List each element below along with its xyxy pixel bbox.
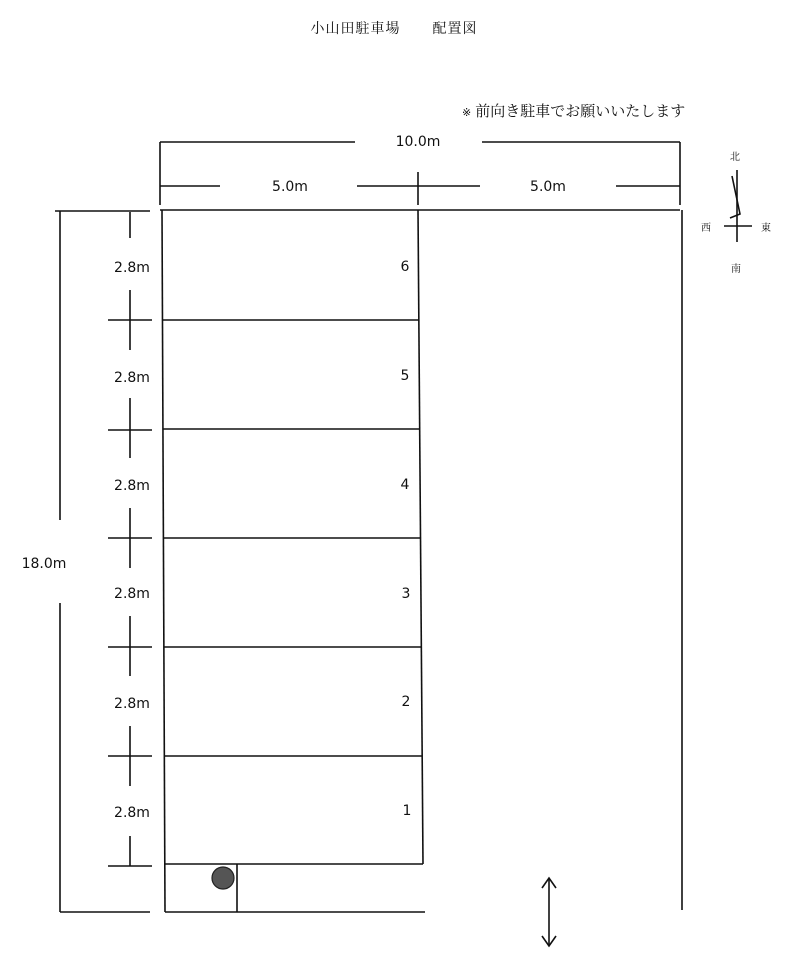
- compass-east: 東: [761, 223, 771, 234]
- compass-north: 北: [730, 152, 740, 163]
- label-total-length: 18.0m: [21, 556, 67, 572]
- label-half-width-right: 5.0m: [530, 179, 566, 195]
- dimension-total-width: [160, 134, 680, 205]
- parking-space-numbers: [401, 259, 412, 819]
- label-half-width-left: 5.0m: [272, 179, 308, 195]
- space-number-3: 3: [401, 586, 411, 602]
- label-total-width: 10.0m: [395, 134, 441, 150]
- note-text: 前向き駐車でお願いいたします: [475, 102, 686, 120]
- title-main: 小山田駐車場: [310, 21, 401, 37]
- dimension-space-depths: [108, 212, 152, 866]
- space-number-6: 6: [400, 259, 410, 275]
- label-depth-4: 2.8m: [114, 478, 150, 494]
- title-sub: 配置図: [432, 21, 478, 37]
- dimension-half-widths: [160, 172, 680, 205]
- round-marker-icon: [212, 867, 234, 889]
- label-depth-3: 2.8m: [114, 586, 150, 602]
- note-mark: ※: [462, 106, 472, 119]
- compass-south: 南: [731, 264, 741, 275]
- parking-space-dividers: [162, 320, 422, 756]
- space-number-4: 4: [400, 477, 410, 493]
- space-number-5: 5: [400, 368, 410, 384]
- space-number-2: 2: [401, 694, 411, 710]
- compass-west: 西: [701, 223, 711, 234]
- up-down-arrow-icon: [542, 878, 556, 946]
- lot-outline: [160, 210, 682, 912]
- label-depth-5: 2.8m: [114, 370, 150, 386]
- compass-icon: [701, 151, 771, 275]
- space-number-1: 1: [402, 803, 412, 819]
- label-depth-2: 2.8m: [114, 696, 150, 712]
- label-depth-1: 2.8m: [114, 805, 150, 821]
- label-depth-6: 2.8m: [114, 260, 150, 276]
